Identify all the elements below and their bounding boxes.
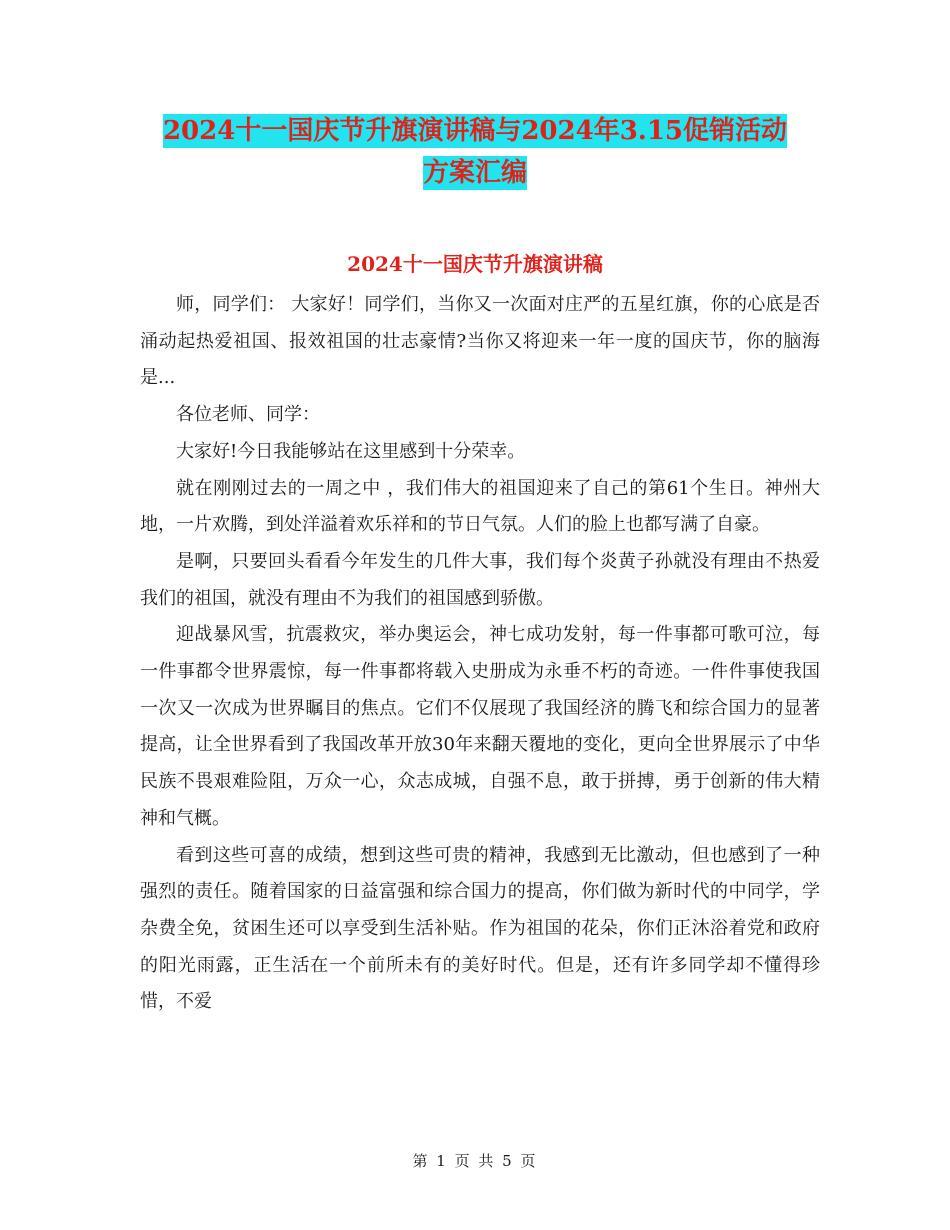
- paragraph: 大家好!今日我能够站在这里感到十分荣幸。: [176, 440, 526, 462]
- title-highlight: 2024十一国庆节升旗演讲稿与2024年3.15促销活动: [162, 116, 788, 146]
- body-text: [140, 287, 820, 1021]
- section-heading: 2024十一国庆节升旗演讲稿: [347, 252, 603, 276]
- page-footer: 第 1 页 共 5 页: [412, 1152, 538, 1170]
- paragraph: 就在刚刚过去的一周之中 ，我们伟大的祖国迎来了自己的第61个生日。神州大地，一片欢腾，到处洋溢着欢乐祥和的节日气氛。人们的脸上也都写满了自豪。: [140, 477, 820, 536]
- document-title-line2: [0, 148, 950, 198]
- paragraph: 迎战暴风雪，抗震救灾，举办奥运会，神七成功发射，每一件事都可歌可泣，每一件事都令世界震惊，每一件事都将载入史册成为永垂不朽的奇迹。一件件事使我国一次又一次成为世界瞩目的焦点。它们不仅展现了我国经济的腾飞和综合国力的显著提高，让全世界看到了我国改革开放30年来翻天覆地的变化，更向全世界展示了中华民族不畏艰难险阻，万众一心，众志成城，自强不息，敢于拼搏，勇于创新的伟大精神和气概。: [140, 624, 820, 829]
- paragraph: 各位老师、同学：: [176, 404, 320, 426]
- paragraph: 看到这些可喜的成绩，想到这些可贵的精神，我感到无比激动，但也感到了一种强烈的责任。随着国家的日益富强和综合国力的提高，你们做为新时代的中同学，学杂费全免，贫困生还可以享受到生活补贴。作为祖国的花朵，你们正沐浴着党和政府的阳光雨露，正生活在一个前所未有的美好时代。但是，还有许多同学却不懂得珍惜，不爱: [140, 844, 820, 1013]
- paragraph: 是啊，只要回头看看今年发生的几件大事，我们每个炎黄子孙就没有理由不热爱我们的祖国，就没有理由不为我们的祖国感到骄傲。: [140, 550, 820, 609]
- title-highlight: 方案汇编: [422, 158, 527, 188]
- paragraph: 师，同学们： 大家好！同学们，当你又一次面对庄严的五星红旗，你的心底是否涌动起热爱祖国、报效祖国的壮志豪情?当你又将迎来一年一度的国庆节，你的脑海是...: [140, 294, 820, 389]
